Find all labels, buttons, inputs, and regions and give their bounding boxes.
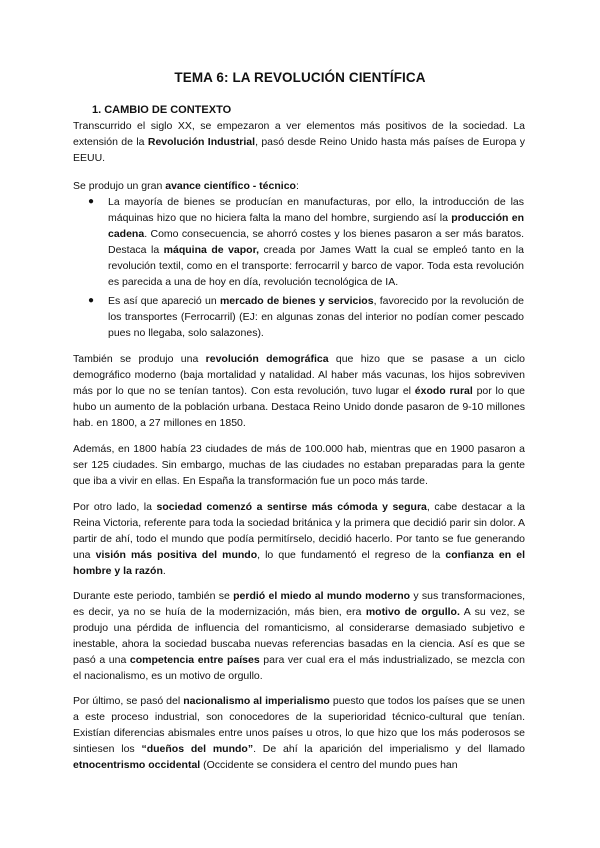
paragraph-avance: Se produjo un gran avance científico - técnico:	[73, 180, 299, 192]
bullet-icon: ●	[88, 196, 95, 207]
list-item: ● Es así que apareció un mercado de bienes y servicios, favorecido por la revolución de los transportes (Ferrocarril) (EJ: en algunas zonas del interior no podían comer pescado pues no llegaba, solo salazones).	[88, 295, 525, 339]
paragraph-intro: Transcurrido el siglo XX, se empezaron a ver elementos más positivos de la sociedad. La extensión de la Revolución Industrial, pasó desde Reino Unido hasta más países de Europa y EEUU.	[73, 120, 525, 164]
paragraph-ciudades: Además, en 1800 había 23 ciudades de más de 100.000 hab, mientras que en 1900 pasaron a ser 125 ciudades. Sin embargo, muchas de las ciudades no estaban preparadas para la gente que iba a vivir en ellas. En España la transformación fue un poco más tarde.	[73, 443, 525, 487]
section-heading: 1. CAMBIO DE CONTEXTO	[92, 104, 232, 116]
page-title: TEMA 6: LA REVOLUCIÓN CIENTÍFICA	[174, 70, 426, 85]
paragraph-modernidad: Durante este periodo, también se perdió el miedo al mundo moderno y sus transformaciones, es decir, ya no se huía de la modernización, más bien, era motivo de orgullo. A su vez, se produjo una pérdida de influencia del romanticismo, al considerarse demasiado subjetivo e inestable, ahora la sociedad buscaba nuevas referencias basadas en la ciencia. Así es que se pasó a una competencia entre países para ver cual era el más industrializado, se mezcla con el nacionalismo, es un motivo de orgullo.	[73, 590, 526, 682]
paragraph-demografica: También se produjo una revolución demográfica que hizo que se pasase a un ciclo demográfico moderno (baja mortalidad y natalidad. Al haber más vacunas, los hijos sobreviven más por lo que no se tenían tantos). Con esta revolución, tuvo lugar el éxodo rural por lo que hubo un aumento de la población urbana. Destaca Reino Unido donde pasaron de 9-10 millones hab. en 1800, a 27 millones en 1850.	[73, 353, 526, 429]
bullet-icon: ●	[88, 295, 95, 306]
paragraph-imperialismo: Por último, se pasó del nacionalismo al imperialismo puesto que todos los países que se unen a este proceso industrial, son conocedores de la superioridad técnico-cultural que tenían. Existían diferencias abismales entre unos países u otros, lo que hizo que los más poderosos se sintiesen los “dueños del mundo”. De ahí la aparición del imperialismo y del llamado etnocentrismo occidental (Occidente se considera el centro del mundo pues han	[73, 695, 525, 771]
paragraph-sociedad: Por otro lado, la sociedad comenzó a sentirse más cómoda y segura, cabe destacar a la Reina Victoria, referente para toda la sociedad británica y la primera que decidió parir sin dolor. A partir de ahí, todo el mundo que podía permitírselo, decidió hacerlo. Por tanto se fue generando una visión más positiva del mundo, lo que fundamentó el regreso de la confianza en el hombre y la razón.	[73, 501, 525, 577]
list-item: ● La mayoría de bienes se producían en manufacturas, por ello, la introducción de las máquinas hizo que no hiciera falta la mano del hombre, surgiendo así la producción en cadena. Como consecuencia, se ahorró costes y los bienes pasaron a ser más baratos. Destaca la máquina de vapor, creada por James Watt la cual se empleó tanto en la revolución textil, como en el transporte: ferrocarril y barco de vapor. Toda esta revolución es parecida a una de hoy en día, revolución tecnológica de IA.	[88, 196, 524, 288]
